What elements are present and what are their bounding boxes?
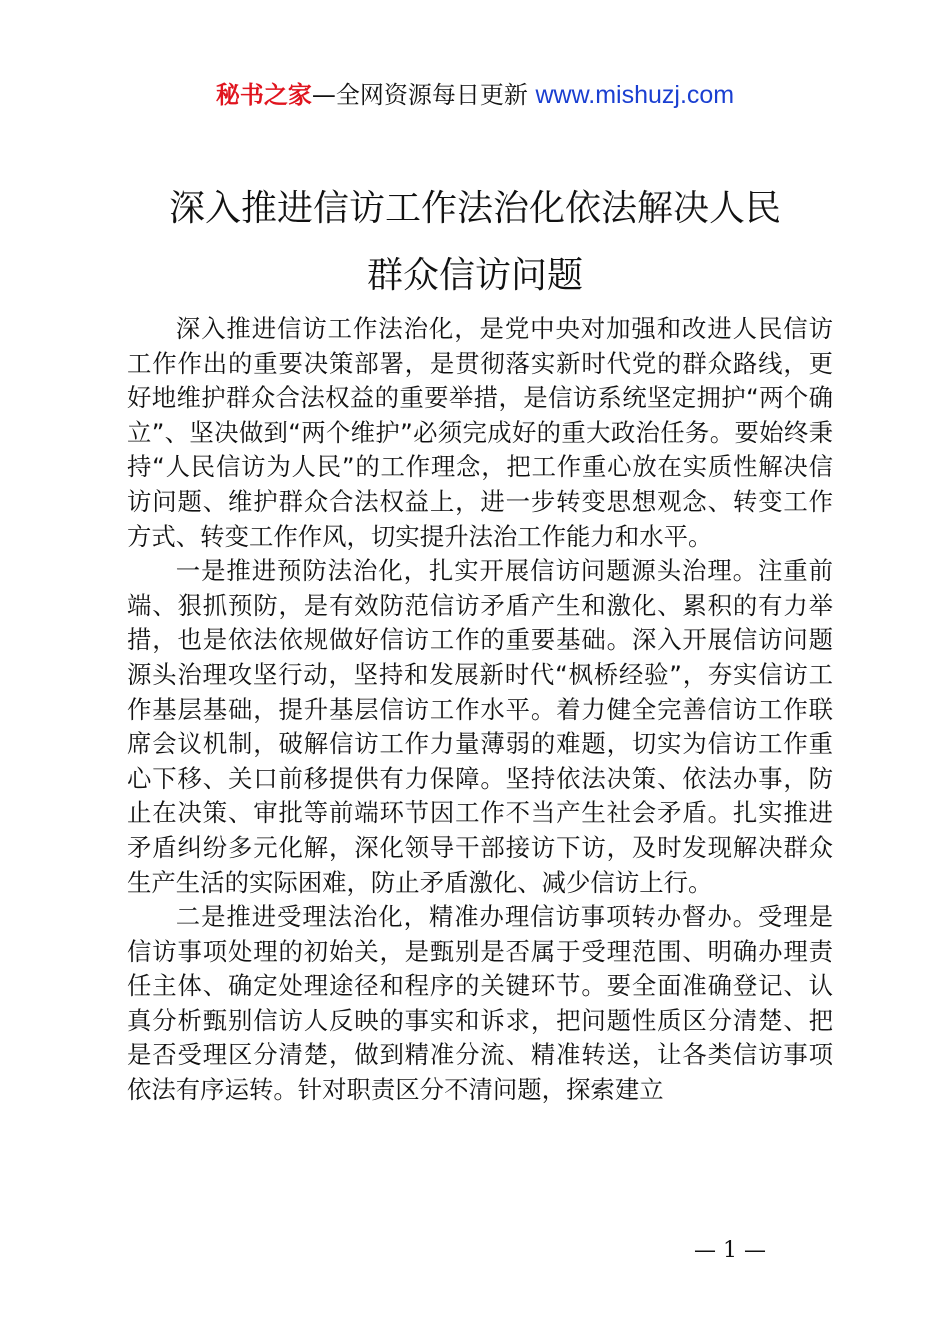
body-paragraph: 一是推进预防法治化，扎实开展信访问题源头治理。注重前端、狠抓预防，是有效防范信访矛盾产生和激化、累积的有力举措，也是依法依规做好信访工作的重要基础。深入开展信访问题源头治理攻坚行动，坚持和发展新时代“枫桥经验”，夯实信访工作基层基础，提升基层信访工作水平。着力健全完善信访工作联席会议机制，破解信访工作力量薄弱的难题，切实为信访工作重心下移、关口前移提供有力保障。坚持依法决策、依法办事，防止在决策、审批等前端环节因工作不当产生社会矛盾。扎实推进矛盾纠纷多元化解，深化领导干部接访下访，及时发现解决群众生产生活的实际困难，防止矛盾激化、减少信访上行。 (127, 556, 833, 897)
document-title-line-1: 深入推进信访工作法治化依法解决人民 (168, 188, 781, 229)
site-name: 秘书之家 (215, 81, 312, 109)
body-paragraph: 深入推进信访工作法治化，是党中央对加强和改进人民信访工作作出的重要决策部署，是贯彻落实新时代党的群众路线，更好地维护群众合法权益的重要举措，是信访系统坚定拥护“两个确立”、坚决做到“两个维护”必须完成好的重大政治任务。要始终秉持“人民信访为人民”的工作理念，把工作重心放在实质性解决信访问题、维护群众合法权益上，进一步转变思想观念、转变工作方式、转变工作作风，切实提升法治工作能力和水平。 (127, 314, 833, 551)
site-header (0, 78, 950, 112)
document-body (127, 312, 833, 1108)
page-number: — 1 — (694, 1238, 766, 1263)
site-tagline: —全网资源每日更新 (311, 81, 528, 109)
body-paragraph: 二是推进受理法治化，精准办理信访事项转办督办。受理是信访事项处理的初始关，是甄别是否属于受理范围、明确办理责任主体、确定处理途径和程序的关键环节。要全面准确登记、认真分析甄别信访人反映的事实和诉求，把问题性质区分清楚、把是否受理区分清楚，做到精准分流、精准转送，让各类信访事项依法有序运转。针对职责区分不清问题，探索建立 (127, 902, 833, 1105)
document-title-line-2: 群众信访问题 (366, 255, 583, 296)
site-url-link[interactable]: www.mishuzj.com (535, 81, 735, 109)
